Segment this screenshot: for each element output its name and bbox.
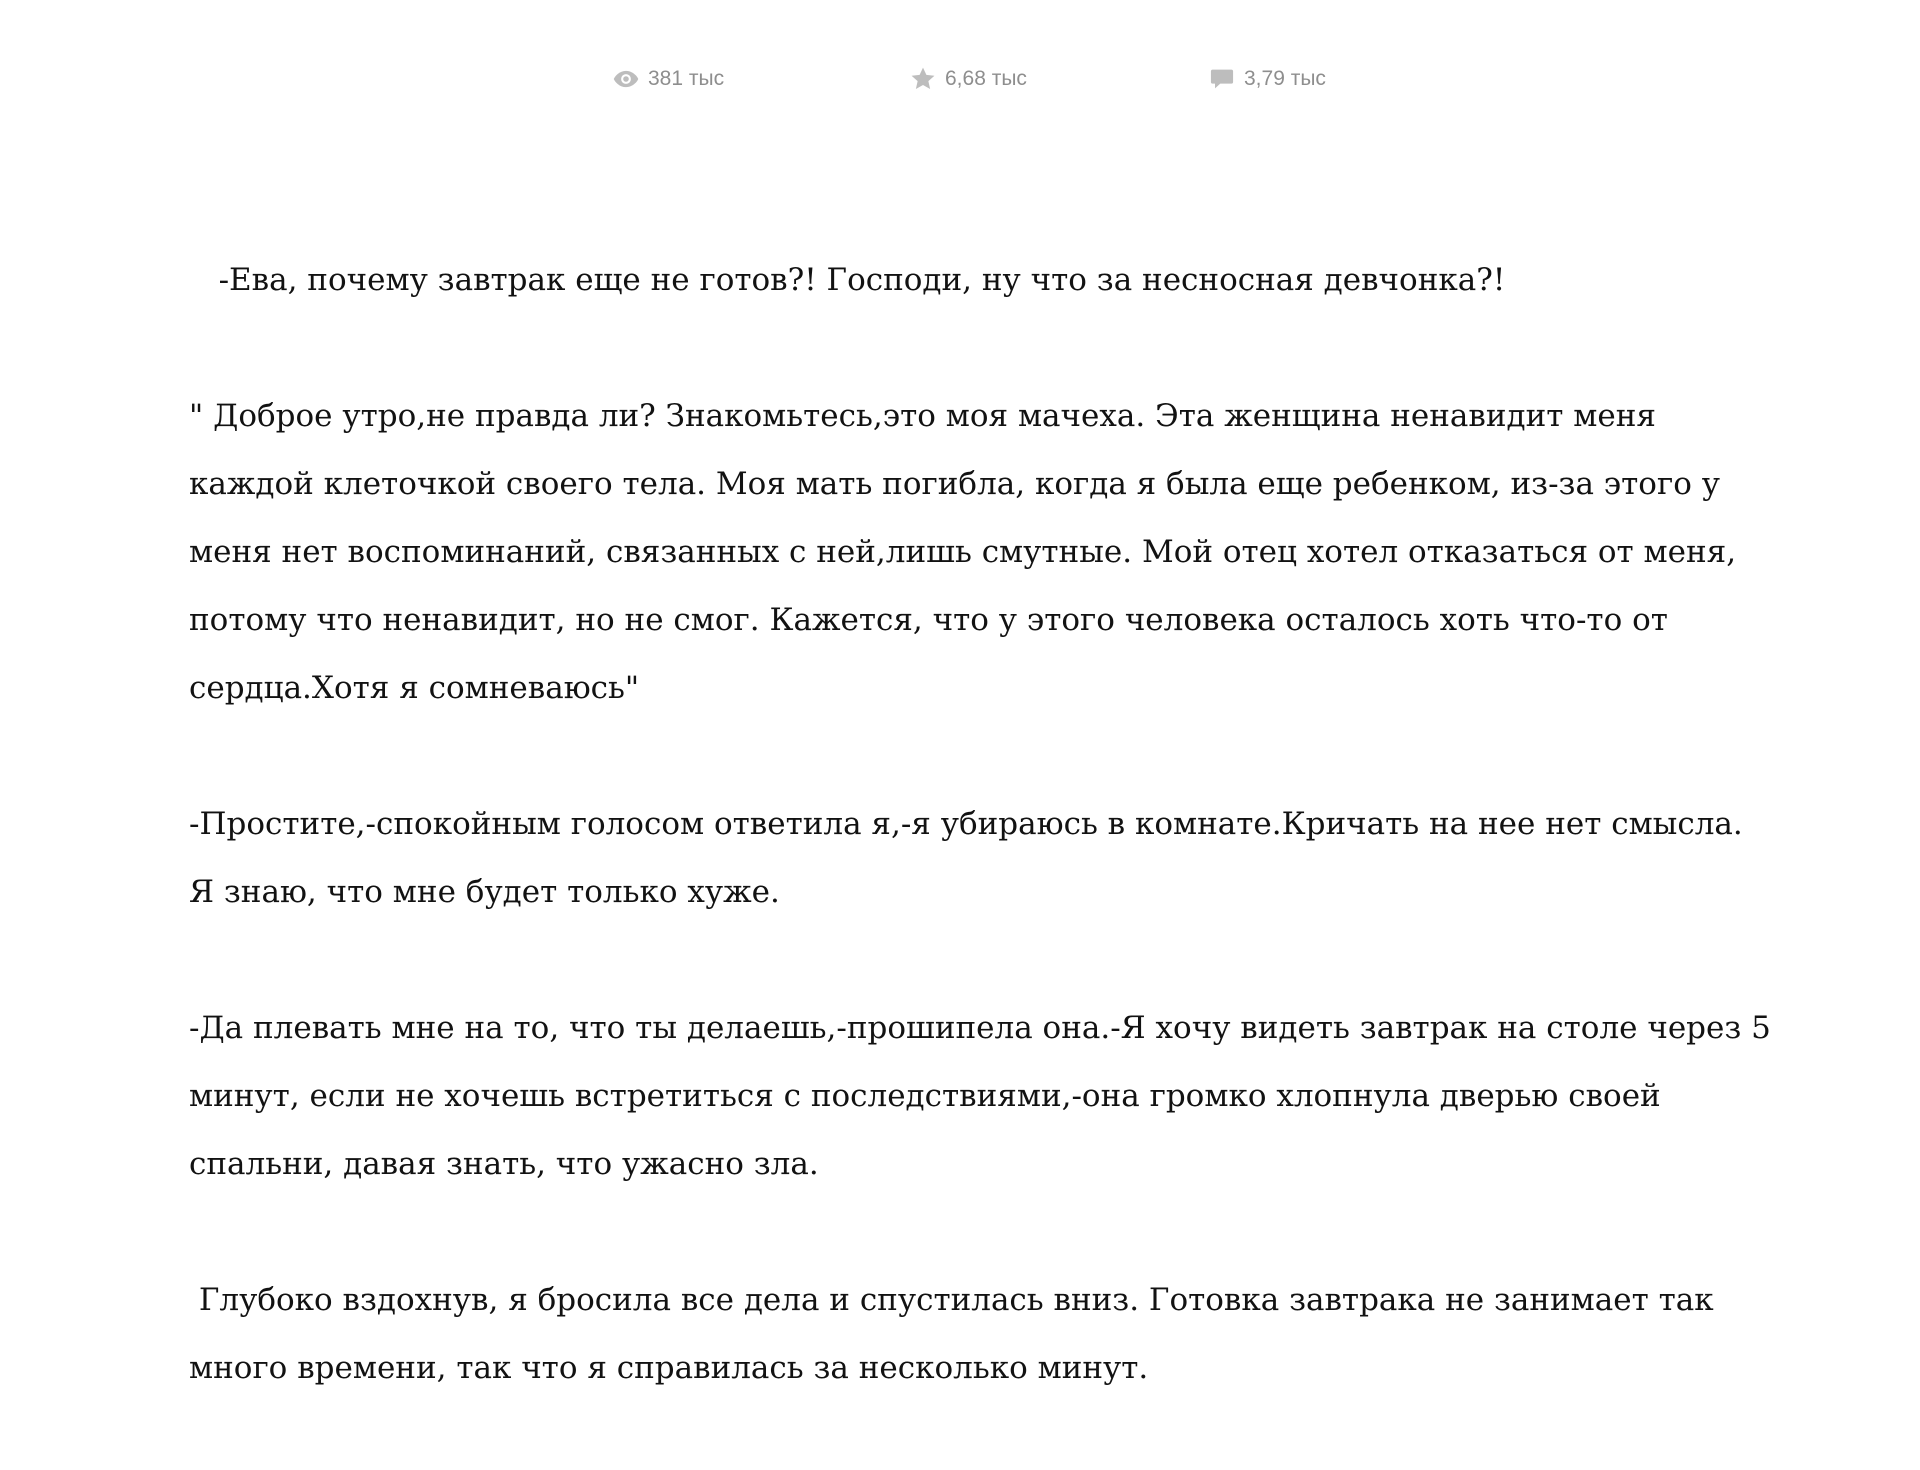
comments-count: 3,79 тыс (1244, 67, 1326, 90)
story-stats-bar (0, 62, 1920, 96)
eye-icon (612, 65, 640, 93)
comment-icon (1208, 65, 1236, 93)
votes-count: 6,68 тыс (945, 67, 1027, 90)
story-paragraph: Глубоко вздохнув, я бросила все дела и спустилась вниз. Готовка завтрака не занимает так много времени, так что я справилась за несколько минут. (189, 1282, 1724, 1386)
views-stat (612, 62, 724, 96)
comments-stat (1208, 62, 1326, 96)
story-paragraph: -Ева, почему завтрак еще не готов?! Господи, ну что за несносная девчонка?! (189, 262, 1506, 298)
story-paragraph: " Доброе утро,не правда ли? Знакомьтесь,это моя мачеха. Эта женщина ненавидит меня каждой клеточкой своего тела. Моя мать погибла, когда я была еще ребенком, из-за этого у меня нет воспоминаний, связанных с ней,лишь смутные. Мой отец хотел отказаться от меня, потому что ненавидит, но не смог. Кажется, что у этого человека осталось хоть что-то от сердца.Хотя я сомневаюсь" (189, 398, 1746, 706)
votes-stat (909, 62, 1027, 96)
views-count: 381 тыс (648, 67, 725, 90)
story-text (189, 246, 1781, 1470)
story-paragraph: -Да плевать мне на то, что ты делаешь,-прошипела она.-Я хочу видеть завтрак на столе через 5 минут, если не хочешь встретиться с последствиями,-она громко хлопнула дверью своей спальни, давая знать, что ужасно зла. (189, 1010, 1781, 1182)
story-paragraph: -Простите,-спокойным голосом ответила я,-я убираюсь в комнате.Кричать на нее нет смысла. Я знаю, что мне будет только хуже. (189, 806, 1753, 910)
star-icon (909, 65, 937, 93)
